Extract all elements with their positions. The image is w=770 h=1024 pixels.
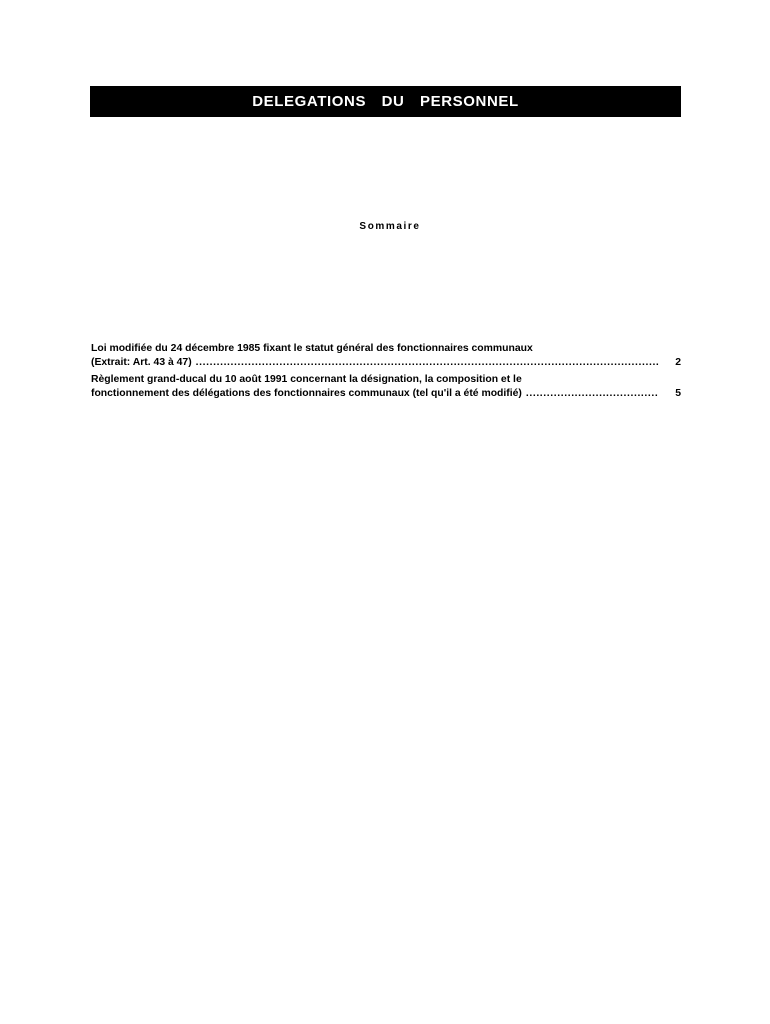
toc-entry-subtitle: fonctionnement des délégations des fonctionnaires communaux (tel qu'il a été modifié) (91, 388, 522, 399)
document-title: DELEGATIONS DU PERSONNEL (252, 93, 519, 110)
table-of-contents (91, 342, 681, 404)
document-title-bar (90, 86, 681, 117)
toc-page-number: 5 (675, 388, 681, 399)
toc-entry-title: Loi modifiée du 24 décembre 1985 fixant le statut général des fonctionnaires communaux (91, 343, 533, 354)
sommaire-heading: Sommaire (359, 221, 421, 232)
toc-dot-leader (196, 356, 659, 370)
toc-page-number: 2 (675, 357, 681, 368)
toc-entry-subtitle: (Extrait: Art. 43 à 47) (91, 357, 192, 368)
toc-entry[interactable] (91, 373, 681, 401)
toc-dot-leader (526, 387, 659, 401)
toc-entry-title: Règlement grand-ducal du 10 août 1991 concernant la désignation, la composition et le (91, 374, 522, 385)
toc-entry[interactable] (91, 342, 681, 370)
toc-entry-last-line (91, 387, 681, 401)
toc-entry-last-line (91, 356, 681, 370)
